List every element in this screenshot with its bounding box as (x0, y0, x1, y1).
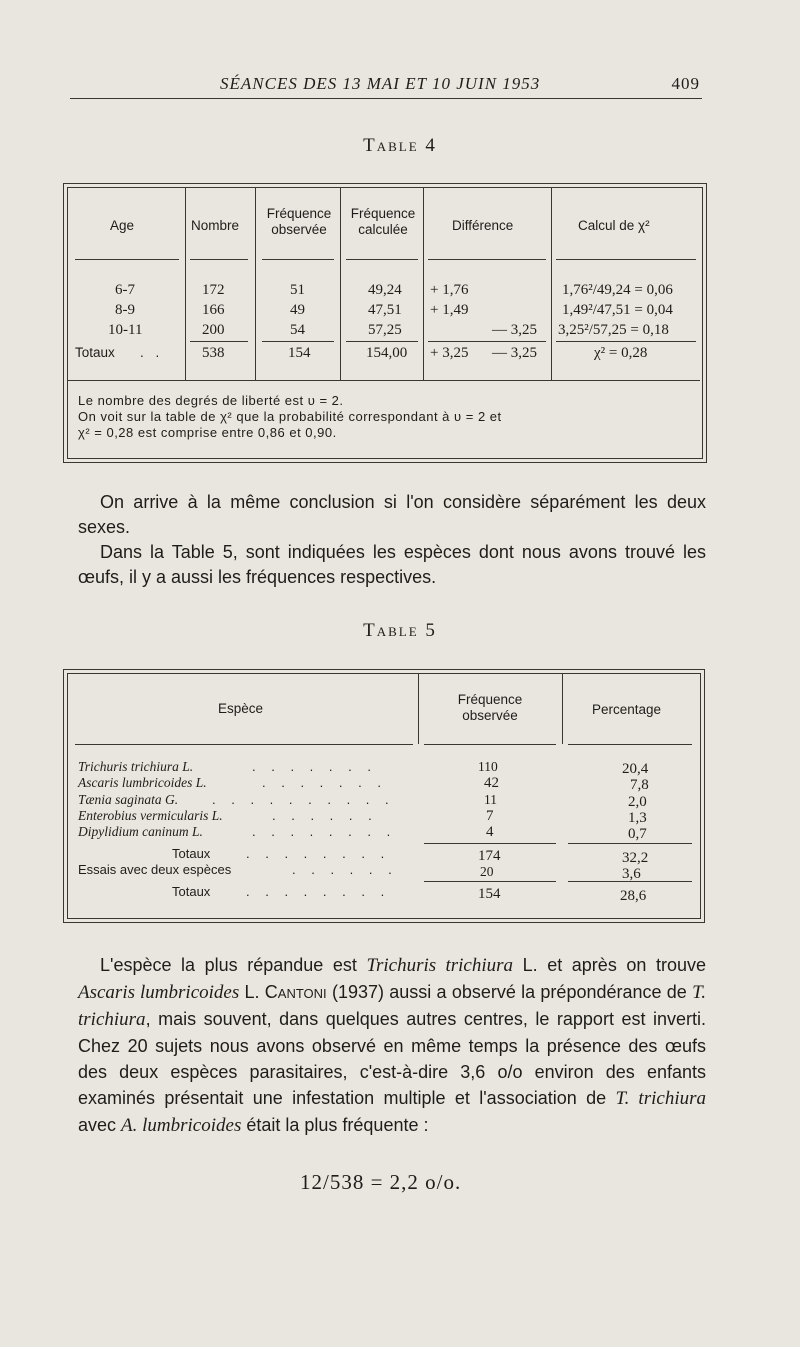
table4-caption: Table 4 (363, 135, 437, 156)
t4-note-2: On voit sur la table de χ² que la probabilité correspondant à υ = 2 et (78, 409, 502, 424)
t4-note-1: Le nombre des degrés de liberté est υ = 2. (78, 393, 344, 408)
paragraph-1-line1: On arrive à la même conclusion si l'on considère séparément les deux sexes. (78, 492, 706, 537)
paragraph-2: L'espèce la plus répandue est Trichuris trichiura L. et après on trouve Ascaris lumbricoides L. Cantoni (1937) aussi a observé la prépondérance de T. trichiura, mais souvent, dans quelques autres centres, le rapport est inverti. Chez 20 sujets nous avons observé en même temps la présence des œufs des deux espèces parasitaires, c'est-à-dire 3,6 o/o environ des enfants examinés présentait une infestation multiple et l'association de T. trichiura avec A. lumbricoides était la plus fréquente : (78, 955, 707, 1136)
t4-header-chi: Calcul de χ² (578, 218, 650, 233)
t5-header-pct: Percentage (592, 702, 662, 717)
t5-header-freq: Fréquence observée (457, 692, 523, 723)
journal-page: SÉANCES DES 13 MAI ET 10 JUIN 1953 409 Table 4 Age Nombre Fréquence observée Fréquence calculée Différence Calcul de χ² 6-7 172 51 49,24 + 1,76 1,76²/49,24 = 0,06 8-9 166 49 47,51 + 1,49 1,49²/47,51 = 0,04 10-11 200 54 57,25 — 3,25 3,25²/57,25 = 0,18 Totaux . . 538 154 154,00 + 3,25 — 3,25 χ² = 0,28 Le nombre des degrés de liberté est υ = 2. On voit sur la table de χ² que la probabilité correspondant à υ = 2 et χ² = 0,28 est comprise entre 0,86 et 0,90. On arrive à la même conclusion si l'on considère séparément les deux sexes. Dans la Table 5, sont indiquées les espèces dont nous avons trouvé les œufs, il y a aussi les fréquences respectives. Table 5 Espèce Fréquence observée Percentage Trichuris trichiura L. . . . . . . . 110 20,4 Ascaris lumbricoides L. . . . . . . . 42 7,8 Tænia saginata G. . . . . . . . . . . 11 2,0 Enterobius vermicularis L. . . . . . . 7 1,3 Dipylidium caninum L. . . . . . . . . 4 0,7 Totaux . . . . . . . . 174 32,2 Essais avec deux espèces . . . . . . 20 3,6 Totaux . . . . . . . . 154 28,6 L'espèce la plus répandue est Trichuris trichiura L. et après on trouve Ascaris lumbricoides L. Cantoni (1937) aussi a observé la prépondérance de T. trichiura, mais souvent, dans quelques autres centres, le rapport est inverti. Chez 20 sujets nous avons observé en même temps la présence des œufs des deux espèces parasitaires, c'est-à-dire 3,6 o/o environ des enfants examinés présentait une infestation multiple et l'association de T. trichiura avec A. lumbricoides était la plus fréquente : 12/538 = 2,2 o/o. (0, 0, 800, 1347)
t4-header-diff: Différence (452, 218, 514, 233)
paragraph-1 (78, 490, 706, 590)
table5-caption: Table 5 (363, 620, 437, 641)
t4-header-nombre: Nombre (191, 218, 240, 233)
running-head (70, 72, 702, 99)
t4-header-freq-obs: Fréquence observée (266, 206, 332, 237)
t4-header-age: Age (110, 218, 135, 233)
page-number: 409 (671, 74, 700, 93)
author-cantoni: Cantoni (264, 982, 327, 1002)
t4-note-3: χ² = 0,28 est comprise entre 0,86 et 0,90. (78, 425, 337, 440)
formula: 12/538 = 2,2 o/o. (300, 1170, 462, 1194)
t5-header-espece: Espèce (218, 701, 264, 716)
t4-header-freq-calc: Fréquence calculée (350, 206, 416, 237)
paragraph-1-line2: Dans la Table 5, sont indiquées les espèces dont nous avons trouvé les œufs, il y a aussi les fréquences respectives. (78, 542, 706, 587)
running-title: SÉANCES DES 13 MAI ET 10 JUIN 1953 (220, 74, 541, 93)
